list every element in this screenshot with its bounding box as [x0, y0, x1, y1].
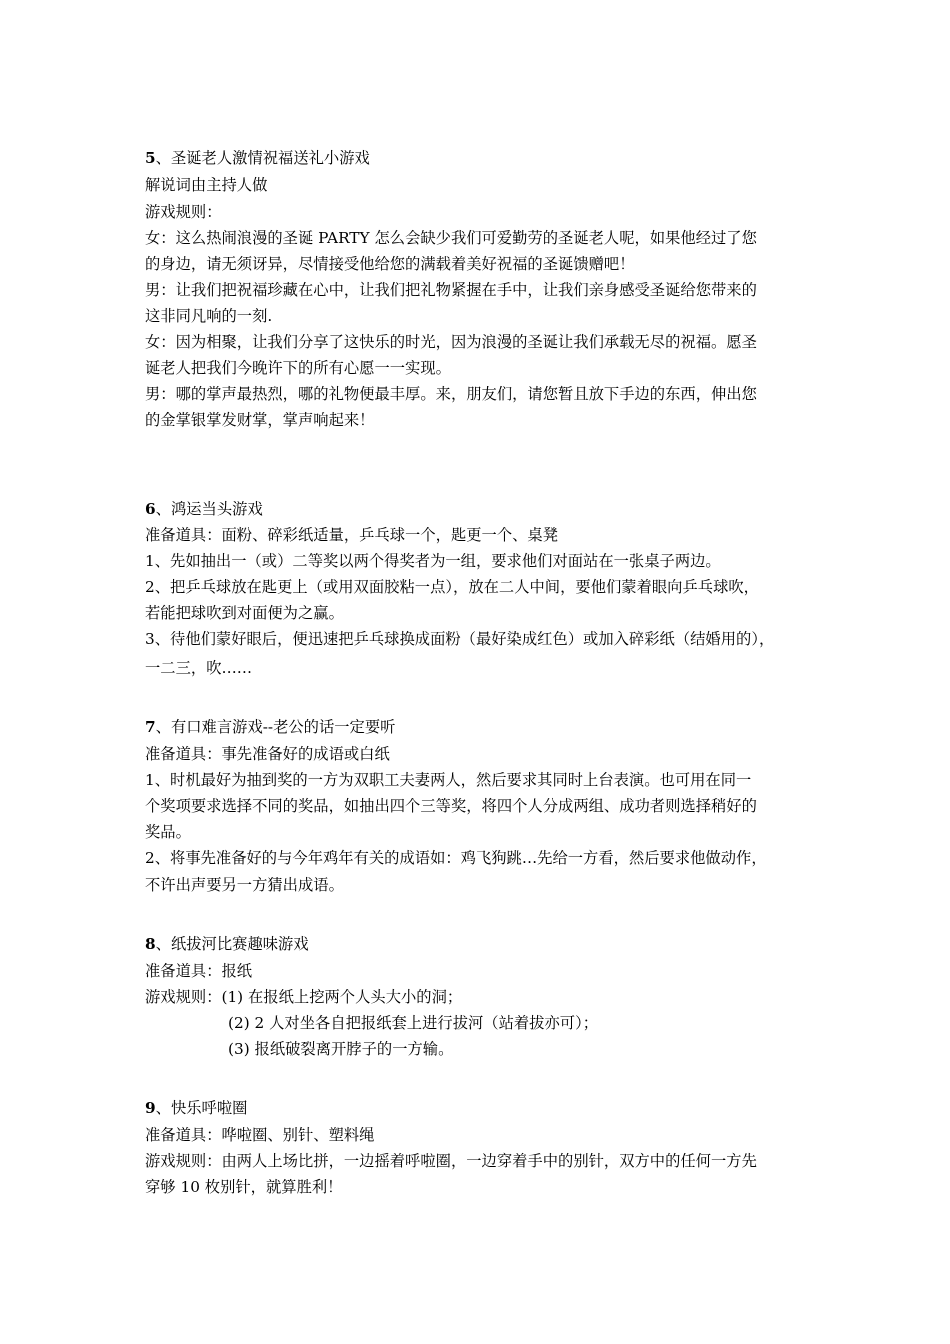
section-9-heading: 9、快乐呼啦圈 — [145, 1099, 248, 1117]
section-7-line: 1、时机最好为抽到奖的一方为双职工夫妻两人，然后要求其同时上台表演。也可用在同一 — [145, 771, 752, 789]
section-8-heading: 8、纸拔河比赛趣味游戏 — [145, 935, 309, 953]
section-5-line: 男：哪的掌声最热烈，哪的礼物便最丰厚。来，朋友们，请您暂且放下手边的东西，伸出您 — [145, 385, 757, 403]
section-7-line: 不许出声要另一方猜出成语。 — [145, 876, 344, 894]
section-7-line: 个奖项要求选择不同的奖品，如抽出四个三等奖，将四个人分成两组、成功者则选择稍好的 — [145, 797, 757, 815]
section-6-line: 一二三，吹…… — [145, 659, 253, 677]
section-8-rule-item: (2) 2 人对坐各自把报纸套上进行拔河（站着拔亦可）； — [228, 1014, 599, 1032]
section-7-heading: 7、有口难言游戏--老公的话一定要听 — [145, 718, 396, 736]
section-6-line: 1、先如抽出一（或）二等奖以两个得奖者为一组，要求他们对面站在一张桌子两边。 — [145, 552, 721, 570]
section-8-line: 游戏规则：(1) 在报纸上挖两个人头大小的洞； — [145, 988, 463, 1006]
section-6-line: 准备道具：面粉、碎彩纸适量，乒乓球一个，匙更一个、桌凳 — [145, 526, 559, 544]
section-9-line: 准备道具：哗啦圈、别针、塑料绳 — [145, 1126, 375, 1144]
section-7-line: 准备道具：事先准备好的成语或白纸 — [145, 745, 390, 763]
section-8-line: 准备道具：报纸 — [145, 962, 253, 980]
section-5-line: 诞老人把我们今晚许下的所有心愿一一实现。 — [145, 359, 451, 377]
section-5-line: 男：让我们把祝福珍藏在心中，让我们把礼物紧握在手中，让我们亲身感受圣诞给您带来的 — [145, 281, 757, 299]
section-5-line: 女：这么热闹浪漫的圣诞 PARTY 怎么会缺少我们可爱勤劳的圣诞老人呢，如果他经过了您 — [145, 229, 757, 247]
section-6-heading: 6、鸿运当头游戏 — [145, 500, 263, 518]
section-5-heading: 5、圣诞老人激情祝福送礼小游戏 — [145, 149, 370, 167]
section-6-line: 3、待他们蒙好眼后，便迅速把乒乓球换成面粉（最好染成红色）或加入碎彩纸（结婚用的）， — [145, 630, 775, 648]
section-9-line: 游戏规则：由两人上场比拼，一边摇着呼啦圈，一边穿着手中的别针，双方中的任何一方先 — [145, 1152, 757, 1170]
section-5-line: 游戏规则： — [145, 203, 222, 221]
section-7-line: 奖品。 — [145, 823, 191, 841]
section-5-line: 女：因为相聚，让我们分享了这快乐的时光，因为浪漫的圣诞让我们承载无尽的祝福。愿圣 — [145, 333, 757, 351]
section-5-line: 这非同凡响的一刻. — [145, 307, 273, 325]
section-6-line: 若能把球吹到对面便为之赢。 — [145, 604, 344, 622]
section-6-line: 2、把乒乓球放在匙更上（或用双面胶粘一点），放在二人中间，要他们蒙着眼向乒乓球吹， — [145, 578, 759, 596]
section-9-line: 穿够 10 枚别针，就算胜利！ — [145, 1178, 343, 1196]
section-5-line: 的金掌银掌发财掌，掌声响起来！ — [145, 411, 375, 429]
section-8-rule-item: (3) 报纸破裂离开脖子的一方输。 — [228, 1040, 454, 1058]
section-7-line: 2、将事先准备好的与今年鸡年有关的成语如：鸡飞狗跳…先给一方看，然后要求他做动作， — [145, 849, 767, 867]
section-5-line: 的身边，请无须讶异，尽情接受他给您的满载着美好祝福的圣诞馈赠吧！ — [145, 255, 635, 273]
section-5-line: 解说词由主持人做 — [145, 176, 268, 194]
